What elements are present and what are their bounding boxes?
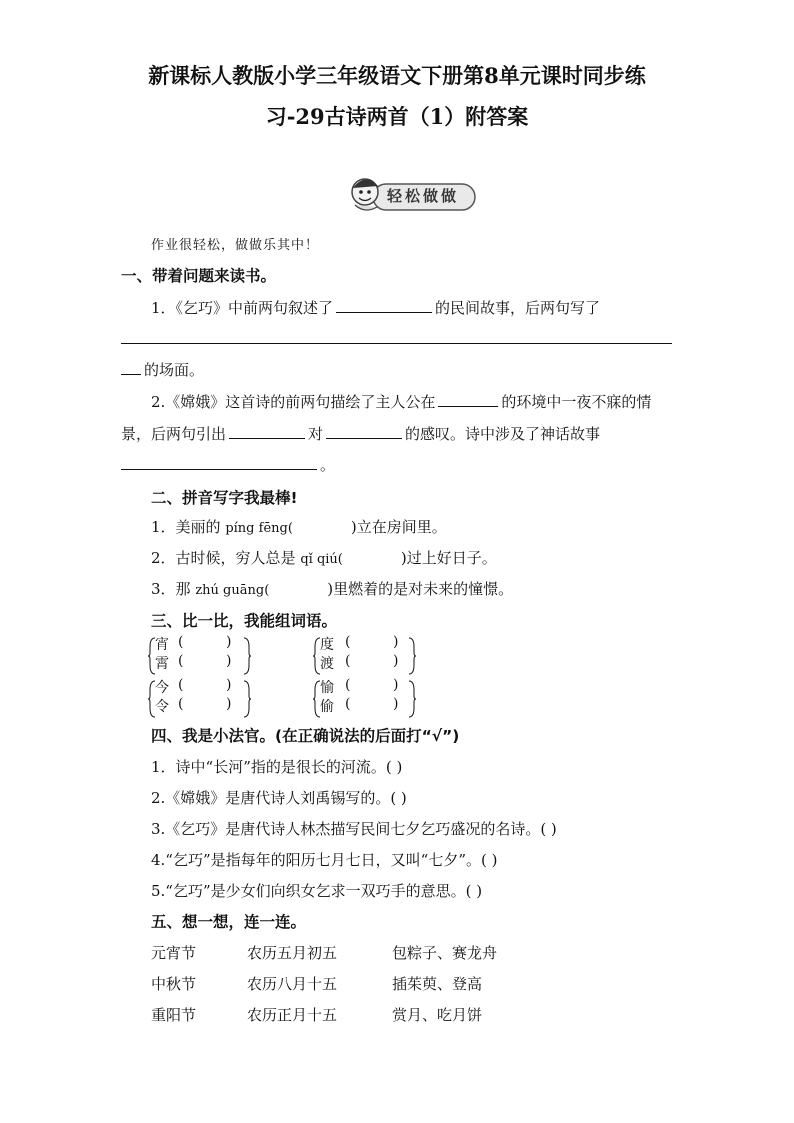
q1-text-b: 的民间故事，后两句写了 xyxy=(435,299,601,317)
char-compare-group xyxy=(313,676,423,718)
close-paren: ) xyxy=(226,653,232,669)
pinyin-text: píng fēng( xyxy=(225,521,293,536)
open-paren: ( xyxy=(178,653,184,669)
section4-heading: 四、我是小法官。(在正确说法的后面打“√”) xyxy=(151,727,460,745)
answer-blank xyxy=(229,437,305,439)
close-paren: ) xyxy=(393,696,399,712)
section5-heading: 五、想一想，连一连。 xyxy=(151,913,307,931)
pinyin-text: zhú guāng( xyxy=(195,583,270,598)
section2-heading: 二、拼音写字我最棒! xyxy=(151,489,298,507)
q2-text-a: 2.《嫦娥》这首诗的前两句描绘了主人公在 xyxy=(151,393,436,411)
section1-q2-line3 xyxy=(121,454,335,475)
char-compare-group xyxy=(148,676,258,718)
open-paren: ( xyxy=(178,696,184,712)
right-brace-icon xyxy=(243,680,251,718)
match-festival: 中秋节 xyxy=(151,975,197,993)
close-paren: ) xyxy=(226,677,232,693)
char-a: 度 xyxy=(320,637,334,653)
pinyin-item-suffix: )立在房间里。 xyxy=(350,518,447,536)
judge-item-1: 1．诗中“长河”指的是很长的河流。( ) xyxy=(151,758,403,776)
pinyin-item-2 xyxy=(151,547,497,568)
pinyin-item-prefix: 3．那 xyxy=(151,580,191,598)
q2-text-d: 对 xyxy=(308,425,324,443)
match-date: 农历八月十五 xyxy=(247,975,338,993)
page-title-line2: 习-29古诗两首（1）附答案 xyxy=(265,104,529,129)
q1-text-c: 的场面。 xyxy=(144,361,205,379)
section3-heading: 三、比一比，我能组词语。 xyxy=(151,612,338,630)
section1-q1-line1 xyxy=(151,297,600,318)
close-paren: ) xyxy=(226,696,232,712)
easy-practice-badge xyxy=(345,174,478,216)
char-b: 霄 xyxy=(155,656,169,672)
right-brace-icon xyxy=(243,637,251,675)
pinyin-item-3 xyxy=(151,578,513,599)
char-a: 今 xyxy=(155,680,169,696)
judge-item-3: 3.《乞巧》是唐代诗人林杰描写民间七夕乞巧盛况的名诗。( ) xyxy=(151,820,557,838)
close-paren: ) xyxy=(393,677,399,693)
answer-blank-full-line xyxy=(121,343,672,344)
char-b: 偷 xyxy=(320,699,334,715)
char-a: 愉 xyxy=(320,680,334,696)
pinyin-item-1 xyxy=(151,516,447,537)
judge-item-2: 2.《嫦娥》是唐代诗人刘禹锡写的。( ) xyxy=(151,789,407,807)
badge-label: 轻松做做 xyxy=(387,187,460,205)
match-custom: 赏月、吃月饼 xyxy=(392,1006,483,1024)
q2-text-e: 的感叹。诗中涉及了神话故事 xyxy=(405,425,601,443)
q2-text-b: 的环境中一夜不寐的情 xyxy=(501,393,652,411)
section1-q2-line1 xyxy=(151,391,651,412)
pinyin-text: qǐ qiú( xyxy=(300,552,343,567)
match-festival: 元宵节 xyxy=(151,944,197,962)
right-brace-icon xyxy=(408,680,416,718)
answer-blank xyxy=(438,405,498,407)
q2-text-f: 。 xyxy=(320,456,336,474)
pinyin-item-suffix: )里燃着的是对未来的憧憬。 xyxy=(327,580,514,598)
answer-blank xyxy=(336,311,432,313)
open-paren: ( xyxy=(345,634,351,650)
match-date: 农历五月初五 xyxy=(247,944,338,962)
close-paren: ) xyxy=(226,634,232,650)
section1-heading: 一、带着问题来读书。 xyxy=(121,267,277,285)
char-b: 渡 xyxy=(320,656,334,672)
char-compare-group xyxy=(313,633,423,675)
match-date: 农历正月十五 xyxy=(247,1006,338,1024)
answer-blank xyxy=(326,437,402,439)
match-custom: 包粽子、赛龙舟 xyxy=(392,944,498,962)
section1-q1-line3 xyxy=(121,359,204,380)
match-custom: 插茱萸、登高 xyxy=(392,975,483,993)
char-a: 宵 xyxy=(155,637,169,653)
open-paren: ( xyxy=(178,634,184,650)
open-paren: ( xyxy=(345,696,351,712)
judge-item-4: 4.“乞巧”是指每年的阳历七月七日，又叫“七夕”。( ) xyxy=(151,851,498,869)
char-b: 令 xyxy=(155,699,169,715)
open-paren: ( xyxy=(178,677,184,693)
section1-q2-line2 xyxy=(121,423,600,444)
open-paren: ( xyxy=(345,677,351,693)
pinyin-item-prefix: 2．古时候，穷人总是 xyxy=(151,549,296,567)
match-festival: 重阳节 xyxy=(151,1006,197,1024)
q1-text-a: 1．《乞巧》中前两句叙述了 xyxy=(151,299,334,317)
motto-text: 作业很轻松，做做乐其中！ xyxy=(151,238,320,253)
answer-blank xyxy=(121,468,317,470)
judge-item-5: 5.“乞巧”是少女们向织女乞求一双巧手的意思。( ) xyxy=(151,882,483,900)
right-brace-icon xyxy=(408,637,416,675)
page-title-line1: 新课标人教版小学三年级语文下册第8单元课时同步练 xyxy=(148,63,646,88)
open-paren: ( xyxy=(345,653,351,669)
close-paren: ) xyxy=(393,653,399,669)
close-paren: ) xyxy=(393,634,399,650)
answer-blank xyxy=(121,373,141,375)
pinyin-item-suffix: )过上好日子。 xyxy=(400,549,497,567)
pinyin-item-prefix: 1．美丽的 xyxy=(151,518,221,536)
q2-text-c: 景，后两句引出 xyxy=(121,425,227,443)
char-compare-group xyxy=(148,633,258,675)
